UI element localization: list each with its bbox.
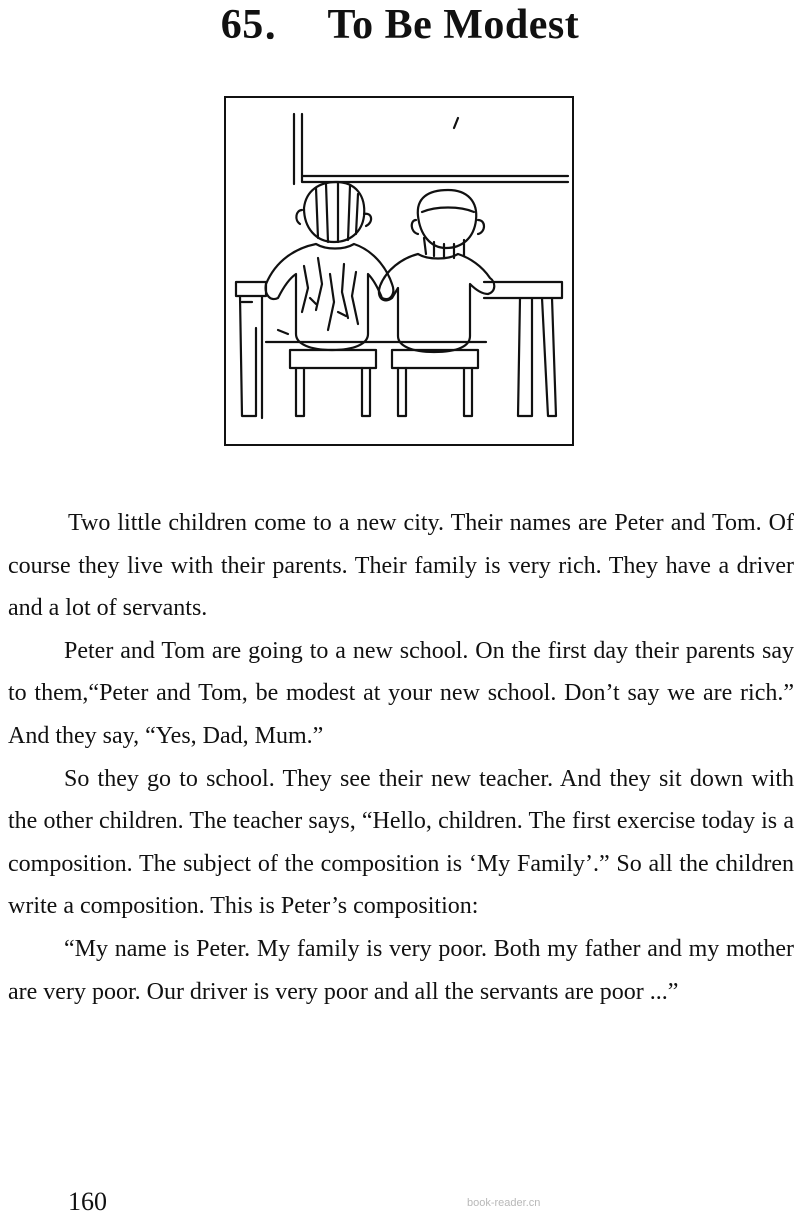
watermark: book-reader.cn: [467, 1197, 541, 1209]
chalk-mark: [454, 118, 458, 128]
paragraph: “My name is Peter. My family is very poor. Both my father and my mother are very poor. Our driver is very poor and all the servants are poor ...”: [8, 935, 794, 1005]
left-child: [266, 182, 394, 416]
children-at-desks-illustration: [226, 98, 572, 444]
story-text: [8, 502, 794, 1013]
paragraph: Peter and Tom are going to a new school. On the first day their parents say to them,“Peter and Tom, be modest at your new school. Don’t say we are rich.” And they say, “Yes, Dad, Mum.”: [8, 637, 794, 749]
chapter-title: 65． To Be Modest: [220, 2, 580, 48]
right-desk: [484, 282, 562, 416]
page-number: 160: [68, 1187, 107, 1216]
left-desk: [236, 282, 266, 418]
illustration-frame: [224, 96, 574, 446]
right-child: [379, 190, 494, 416]
blackboard-line: [294, 114, 568, 184]
paragraph: So they go to school. They see their new teacher. And they sit down with the other children. The teacher says, “Hello, children. The first exercise today is a composition. The subject of the composition is ‘My Family’.” So all the children write a composition. This is Peter’s composition:: [8, 765, 794, 920]
paragraph: Two little children come to a new city. Their names are Peter and Tom. Of course they live with their parents. Their family is very rich. They have a driver and a lot of servants.: [8, 510, 794, 622]
